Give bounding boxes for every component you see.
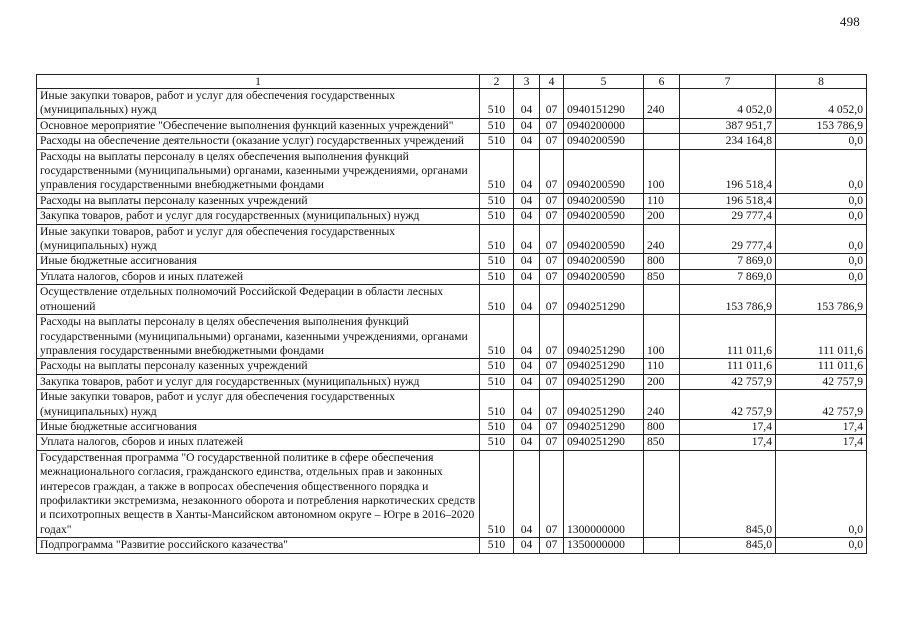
amount-col-7-cell: 7 869,0: [680, 269, 776, 284]
expense-type-code-cell: 800: [644, 419, 680, 434]
expense-type-code-cell: 200: [644, 209, 680, 224]
amount-col-7-cell: 4 052,0: [680, 89, 776, 119]
section-code-cell: 04: [514, 193, 540, 208]
section-code-cell: 04: [514, 269, 540, 284]
amount-col-8-cell: 0,0: [776, 209, 867, 224]
admin-code-cell: 510: [480, 118, 514, 133]
amount-col-7-cell: 234 164,8: [680, 134, 776, 149]
amount-col-8-cell: 153 786,9: [776, 118, 867, 133]
amount-col-8-cell: 17,4: [776, 419, 867, 434]
amount-col-7-cell: 845,0: [680, 450, 776, 537]
row-name-cell: Иные закупки товаров, работ и услуг для обеспечения государственных (муниципальных) нужд: [37, 89, 480, 119]
subsection-code-cell: 07: [540, 538, 564, 553]
table-header-row: [37, 75, 867, 89]
table-row: [37, 134, 867, 149]
row-name-cell: Иные закупки товаров, работ и услуг для обеспечения государственных (муниципальных) нужд: [37, 224, 480, 254]
amount-col-7-cell: 153 786,9: [680, 285, 776, 315]
amount-col-7-cell: 111 011,6: [680, 359, 776, 374]
amount-col-7-cell: 845,0: [680, 538, 776, 553]
table-row: [37, 450, 867, 537]
table-row: [37, 374, 867, 389]
amount-col-8-cell: 17,4: [776, 435, 867, 450]
section-code-cell: 04: [514, 435, 540, 450]
budget-table: [36, 74, 867, 554]
row-name-cell: Расходы на выплаты персоналу в целях обеспечения выполнения функций государственными (муниципальными) органами, казенными учреждениями, органами управления государственными внебюджетными фондами: [37, 149, 480, 193]
section-code-cell: 04: [514, 149, 540, 193]
section-code-cell: 04: [514, 89, 540, 119]
amount-col-7-cell: 29 777,4: [680, 209, 776, 224]
row-name-cell: Основное мероприятие "Обеспечение выполнения функций казенных учреждений": [37, 118, 480, 133]
expense-type-code-cell: [644, 538, 680, 553]
admin-code-cell: 510: [480, 419, 514, 434]
row-name-cell: Закупка товаров, работ и услуг для государственных (муниципальных) нужд: [37, 374, 480, 389]
subsection-code-cell: 07: [540, 209, 564, 224]
table-row: [37, 435, 867, 450]
section-code-cell: 04: [514, 538, 540, 553]
amount-col-8-cell: 0,0: [776, 254, 867, 269]
amount-col-7-cell: 111 011,6: [680, 315, 776, 359]
table-row: [37, 390, 867, 420]
subsection-code-cell: 07: [540, 450, 564, 537]
row-name-cell: Расходы на выплаты персоналу в целях обеспечения выполнения функций государственными (муниципальными) органами, казенными учреждениями, органами управления государственными внебюджетными фондами: [37, 315, 480, 359]
subsection-code-cell: 07: [540, 149, 564, 193]
target-article-code-cell: 0940200590: [564, 269, 644, 284]
target-article-code-cell: 0940251290: [564, 374, 644, 389]
expense-type-code-cell: [644, 134, 680, 149]
row-name-cell: Уплата налогов, сборов и иных платежей: [37, 435, 480, 450]
table-row: [37, 315, 867, 359]
amount-col-8-cell: 0,0: [776, 538, 867, 553]
admin-code-cell: 510: [480, 315, 514, 359]
section-code-cell: 04: [514, 315, 540, 359]
expense-type-code-cell: 110: [644, 193, 680, 208]
row-name-cell: Подпрограмма "Развитие российского казачества": [37, 538, 480, 553]
amount-col-7-cell: 17,4: [680, 435, 776, 450]
table-row: [37, 149, 867, 193]
target-article-code-cell: 0940251290: [564, 315, 644, 359]
section-code-cell: 04: [514, 450, 540, 537]
section-code-cell: 04: [514, 419, 540, 434]
amount-col-7-cell: 196 518,4: [680, 149, 776, 193]
row-name-cell: Государственная программа "О государственной политике в сфере обеспечения межнационального согласия, гражданского единства, отдельных прав и законных интересов граждан, а также в вопросах обеспечения общественного порядка и профилактики экстремизма, незаконного оборота и потребления наркотических средств и психотропных веществ в Ханты-Мансийском автономном округе – Югре в 2016–2020 годах": [37, 450, 480, 537]
section-code-cell: 04: [514, 134, 540, 149]
table-body: [37, 89, 867, 554]
subsection-code-cell: 07: [540, 374, 564, 389]
amount-col-7-cell: 29 777,4: [680, 224, 776, 254]
row-name-cell: Осуществление отдельных полномочий Российской Федерации в области лесных отношений: [37, 285, 480, 315]
expense-type-code-cell: 240: [644, 224, 680, 254]
header-cell: 7: [680, 75, 776, 89]
subsection-code-cell: 07: [540, 269, 564, 284]
table-row: [37, 89, 867, 119]
target-article-code-cell: 0940151290: [564, 89, 644, 119]
amount-col-8-cell: 111 011,6: [776, 359, 867, 374]
header-cell: 2: [480, 75, 514, 89]
expense-type-code-cell: 100: [644, 315, 680, 359]
subsection-code-cell: 07: [540, 435, 564, 450]
section-code-cell: 04: [514, 374, 540, 389]
amount-col-7-cell: 42 757,9: [680, 390, 776, 420]
row-name-cell: Иные закупки товаров, работ и услуг для обеспечения государственных (муниципальных) нужд: [37, 390, 480, 420]
expense-type-code-cell: 200: [644, 374, 680, 389]
admin-code-cell: 510: [480, 435, 514, 450]
target-article-code-cell: 0940200590: [564, 254, 644, 269]
subsection-code-cell: 07: [540, 89, 564, 119]
target-article-code-cell: 0940251290: [564, 435, 644, 450]
row-name-cell: Иные бюджетные ассигнования: [37, 254, 480, 269]
admin-code-cell: 510: [480, 374, 514, 389]
amount-col-8-cell: 0,0: [776, 224, 867, 254]
table-row: [37, 269, 867, 284]
amount-col-8-cell: 42 757,9: [776, 374, 867, 389]
admin-code-cell: 510: [480, 224, 514, 254]
expense-type-code-cell: 240: [644, 390, 680, 420]
expense-type-code-cell: [644, 285, 680, 315]
section-code-cell: 04: [514, 390, 540, 420]
admin-code-cell: 510: [480, 269, 514, 284]
admin-code-cell: 510: [480, 209, 514, 224]
amount-col-8-cell: 42 757,9: [776, 390, 867, 420]
subsection-code-cell: 07: [540, 359, 564, 374]
subsection-code-cell: 07: [540, 118, 564, 133]
amount-col-8-cell: 4 052,0: [776, 89, 867, 119]
admin-code-cell: 510: [480, 538, 514, 553]
expense-type-code-cell: 800: [644, 254, 680, 269]
amount-col-8-cell: 0,0: [776, 269, 867, 284]
amount-col-8-cell: 153 786,9: [776, 285, 867, 315]
table-row: [37, 538, 867, 553]
admin-code-cell: 510: [480, 134, 514, 149]
table-row: [37, 224, 867, 254]
subsection-code-cell: 07: [540, 285, 564, 315]
amount-col-8-cell: 0,0: [776, 450, 867, 537]
subsection-code-cell: 07: [540, 193, 564, 208]
page-number: 498: [839, 14, 860, 29]
amount-col-7-cell: 387 951,7: [680, 118, 776, 133]
row-name-cell: Закупка товаров, работ и услуг для государственных (муниципальных) нужд: [37, 209, 480, 224]
row-name-cell: Расходы на выплаты персоналу казенных учреждений: [37, 359, 480, 374]
row-name-cell: Иные бюджетные ассигнования: [37, 419, 480, 434]
amount-col-8-cell: 111 011,6: [776, 315, 867, 359]
header-cell: 3: [514, 75, 540, 89]
target-article-code-cell: 0940200590: [564, 224, 644, 254]
row-name-cell: Расходы на обеспечение деятельности (оказание услуг) государственных учреждений: [37, 134, 480, 149]
admin-code-cell: 510: [480, 149, 514, 193]
table-row: [37, 209, 867, 224]
admin-code-cell: 510: [480, 254, 514, 269]
target-article-code-cell: 0940251290: [564, 285, 644, 315]
section-code-cell: 04: [514, 209, 540, 224]
target-article-code-cell: 0940251290: [564, 419, 644, 434]
amount-col-8-cell: 0,0: [776, 149, 867, 193]
section-code-cell: 04: [514, 285, 540, 315]
expense-type-code-cell: [644, 118, 680, 133]
subsection-code-cell: 07: [540, 419, 564, 434]
expense-type-code-cell: 240: [644, 89, 680, 119]
section-code-cell: 04: [514, 224, 540, 254]
target-article-code-cell: 0940251290: [564, 390, 644, 420]
target-article-code-cell: 1300000000: [564, 450, 644, 537]
amount-col-7-cell: 17,4: [680, 419, 776, 434]
amount-col-8-cell: 0,0: [776, 193, 867, 208]
subsection-code-cell: 07: [540, 390, 564, 420]
header-cell: 5: [564, 75, 644, 89]
header-cell: 4: [540, 75, 564, 89]
header-cell: 6: [644, 75, 680, 89]
admin-code-cell: 510: [480, 359, 514, 374]
subsection-code-cell: 07: [540, 254, 564, 269]
table-row: [37, 419, 867, 434]
admin-code-cell: 510: [480, 193, 514, 208]
amount-col-7-cell: 7 869,0: [680, 254, 776, 269]
target-article-code-cell: 1350000000: [564, 538, 644, 553]
admin-code-cell: 510: [480, 285, 514, 315]
admin-code-cell: 510: [480, 89, 514, 119]
expense-type-code-cell: 110: [644, 359, 680, 374]
amount-col-8-cell: 0,0: [776, 134, 867, 149]
expense-type-code-cell: [644, 450, 680, 537]
row-name-cell: Расходы на выплаты персоналу казенных учреждений: [37, 193, 480, 208]
section-code-cell: 04: [514, 118, 540, 133]
amount-col-7-cell: 42 757,9: [680, 374, 776, 389]
table-row: [37, 193, 867, 208]
target-article-code-cell: 0940200590: [564, 134, 644, 149]
header-cell: 8: [776, 75, 867, 89]
subsection-code-cell: 07: [540, 224, 564, 254]
table-row: [37, 359, 867, 374]
expense-type-code-cell: 850: [644, 269, 680, 284]
subsection-code-cell: 07: [540, 134, 564, 149]
admin-code-cell: 510: [480, 450, 514, 537]
target-article-code-cell: 0940251290: [564, 359, 644, 374]
expense-type-code-cell: 850: [644, 435, 680, 450]
expense-type-code-cell: 100: [644, 149, 680, 193]
table-row: [37, 118, 867, 133]
target-article-code-cell: 0940200590: [564, 149, 644, 193]
section-code-cell: 04: [514, 254, 540, 269]
target-article-code-cell: 0940200590: [564, 193, 644, 208]
row-name-cell: Уплата налогов, сборов и иных платежей: [37, 269, 480, 284]
subsection-code-cell: 07: [540, 315, 564, 359]
section-code-cell: 04: [514, 359, 540, 374]
target-article-code-cell: 0940200590: [564, 209, 644, 224]
amount-col-7-cell: 196 518,4: [680, 193, 776, 208]
header-cell: 1: [37, 75, 480, 89]
target-article-code-cell: 0940200000: [564, 118, 644, 133]
admin-code-cell: 510: [480, 390, 514, 420]
table-row: [37, 285, 867, 315]
table-row: [37, 254, 867, 269]
